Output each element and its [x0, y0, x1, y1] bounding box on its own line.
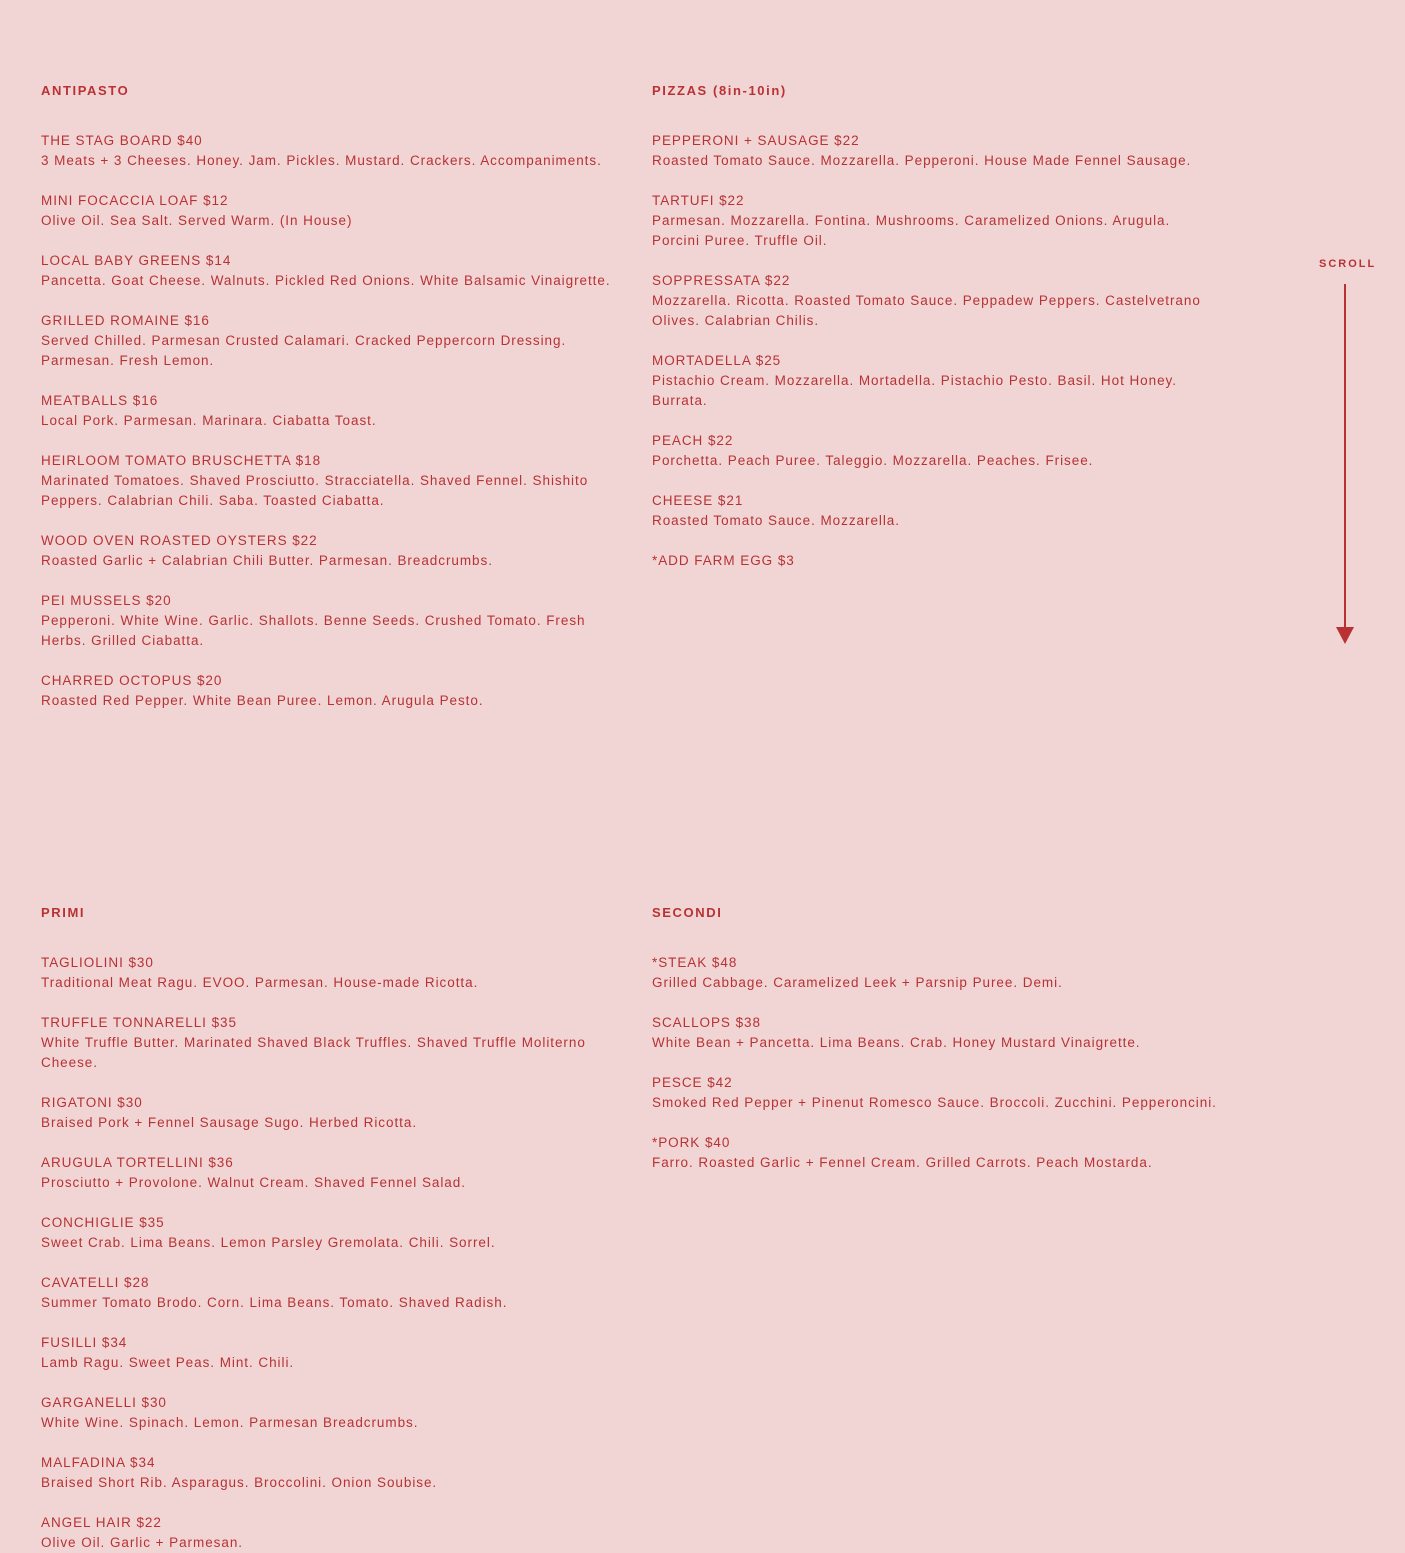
item-description: Parmesan. Mozzarella. Fontina. Mushrooms. Caramelized Onions. Arugula. Porcini Puree. Truffle Oil. — [652, 213, 1171, 248]
antipasto-section — [41, 81, 611, 731]
menu-item — [41, 591, 611, 651]
item-name: *STEAK $48 — [652, 955, 738, 970]
item-name: TRUFFLE TONNARELLI $35 — [41, 1015, 237, 1030]
item-name: WOOD OVEN ROASTED OYSTERS $22 — [41, 533, 318, 548]
item-name: THE STAG BOARD $40 — [41, 133, 203, 148]
item-name: GRILLED ROMAINE $16 — [41, 313, 210, 328]
menu-item — [652, 191, 1222, 251]
menu-item — [41, 391, 611, 431]
item-description: Smoked Red Pepper + Pinenut Romesco Sauce. Broccoli. Zucchini. Pepperoncini. — [652, 1095, 1217, 1110]
item-description: Marinated Tomatoes. Shaved Prosciutto. Stracciatella. Shaved Fennel. Shishito Peppers. Calabrian Chili. Saba. Toasted Ciabatta. — [41, 473, 589, 508]
item-description: Olive Oil. Sea Salt. Served Warm. (In House) — [41, 213, 353, 228]
item-name: TARTUFI $22 — [652, 193, 745, 208]
menu-item — [41, 1393, 611, 1433]
menu-item — [41, 1333, 611, 1373]
item-description: Braised Short Rib. Asparagus. Broccolini. Onion Soubise. — [41, 1475, 438, 1490]
item-name: MORTADELLA $25 — [652, 353, 782, 368]
item-name: *PORK $40 — [652, 1135, 731, 1150]
item-name: MINI FOCACCIA LOAF $12 — [41, 193, 229, 208]
item-name: PEACH $22 — [652, 433, 734, 448]
pizzas-section — [652, 81, 1222, 591]
item-name: PESCE $42 — [652, 1075, 733, 1090]
menu-item — [41, 953, 611, 993]
item-description: Sweet Crab. Lima Beans. Lemon Parsley Gremolata. Chili. Sorrel. — [41, 1235, 496, 1250]
menu-item — [41, 311, 611, 371]
item-description: Braised Pork + Fennel Sausage Sugo. Herbed Ricotta. — [41, 1115, 418, 1130]
item-name: RIGATONI $30 — [41, 1095, 143, 1110]
menu-item — [41, 1153, 611, 1193]
item-description: White Truffle Butter. Marinated Shaved Black Truffles. Shaved Truffle Moliterno Cheese. — [41, 1035, 586, 1070]
item-description: Olive Oil. Garlic + Parmesan. — [41, 1535, 243, 1550]
item-description: Farro. Roasted Garlic + Fennel Cream. Grilled Carrots. Peach Mostarda. — [652, 1155, 1153, 1170]
menu-item — [41, 671, 611, 711]
menu-item — [41, 1453, 611, 1493]
secondi-section — [652, 903, 1222, 1193]
menu-item — [41, 1273, 611, 1313]
item-name: HEIRLOOM TOMATO BRUSCHETTA $18 — [41, 453, 322, 468]
section-title: PIZZAS (8in-10in) — [652, 83, 787, 98]
menu-item — [652, 491, 1222, 531]
item-name: ARUGULA TORTELLINI $36 — [41, 1155, 234, 1170]
item-description: Local Pork. Parmesan. Marinara. Ciabatta Toast. — [41, 413, 377, 428]
item-description: Prosciutto + Provolone. Walnut Cream. Shaved Fennel Salad. — [41, 1175, 466, 1190]
section-title: PRIMI — [41, 905, 86, 920]
item-name: GARGANELLI $30 — [41, 1395, 167, 1410]
item-description: Pistachio Cream. Mozzarella. Mortadella. Pistachio Pesto. Basil. Hot Honey. Burrata. — [652, 373, 1177, 408]
section-title: SECONDI — [652, 905, 723, 920]
item-name: MEATBALLS $16 — [41, 393, 159, 408]
item-description: Served Chilled. Parmesan Crusted Calamari. Cracked Peppercorn Dressing. Parmesan. Fresh Lemon. — [41, 333, 567, 368]
menu-item — [652, 953, 1222, 993]
primi-section — [41, 903, 611, 1553]
menu-item — [41, 531, 611, 571]
item-description: Traditional Meat Ragu. EVOO. Parmesan. House-made Ricotta. — [41, 975, 479, 990]
item-name: MALFADINA $34 — [41, 1455, 156, 1470]
item-name: TAGLIOLINI $30 — [41, 955, 154, 970]
menu-item — [652, 431, 1222, 471]
item-description: Lamb Ragu. Sweet Peas. Mint. Chili. — [41, 1355, 295, 1370]
menu-item — [41, 451, 611, 511]
item-description: Porchetta. Peach Puree. Taleggio. Mozzarella. Peaches. Frisee. — [652, 453, 1094, 468]
menu-item — [41, 191, 611, 231]
item-name: PEI MUSSELS $20 — [41, 593, 172, 608]
item-name: SCALLOPS $38 — [652, 1015, 761, 1030]
item-name: FUSILLI $34 — [41, 1335, 128, 1350]
item-name: ANGEL HAIR $22 — [41, 1515, 162, 1530]
item-name: SOPPRESSATA $22 — [652, 273, 791, 288]
item-description: White Wine. Spinach. Lemon. Parmesan Breadcrumbs. — [41, 1415, 419, 1430]
menu-item — [652, 351, 1222, 411]
item-description: White Bean + Pancetta. Lima Beans. Crab. Honey Mustard Vinaigrette. — [652, 1035, 1141, 1050]
scroll-label[interactable]: SCROLL — [1319, 258, 1377, 270]
menu-item — [41, 1093, 611, 1133]
item-description: Roasted Tomato Sauce. Mozzarella. — [652, 513, 900, 528]
item-description: Roasted Garlic + Calabrian Chili Butter. Parmesan. Breadcrumbs. — [41, 553, 493, 568]
menu-item — [41, 1013, 611, 1073]
item-description: Roasted Tomato Sauce. Mozzarella. Pepperoni. House Made Fennel Sausage. — [652, 153, 1192, 168]
item-description: Mozzarella. Ricotta. Roasted Tomato Sauce. Peppadew Peppers. Castelvetrano Olives. Calabrian Chilis. — [652, 293, 1201, 328]
item-description: Summer Tomato Brodo. Corn. Lima Beans. Tomato. Shaved Radish. — [41, 1295, 508, 1310]
item-name: CHEESE $21 — [652, 493, 744, 508]
menu-item — [652, 1133, 1222, 1173]
menu-item — [652, 1073, 1222, 1113]
menu-item — [41, 251, 611, 291]
item-name: PEPPERONI + SAUSAGE $22 — [652, 133, 860, 148]
arrow-down-icon[interactable] — [1335, 284, 1355, 646]
section-title: ANTIPASTO — [41, 83, 130, 98]
item-description: Pepperoni. White Wine. Garlic. Shallots. Benne Seeds. Crushed Tomato. Fresh Herbs. Grilled Ciabatta. — [41, 613, 586, 648]
item-name: *ADD FARM EGG $3 — [652, 553, 795, 568]
item-name: CONCHIGLIE $35 — [41, 1215, 165, 1230]
menu-item — [652, 1013, 1222, 1053]
menu-item — [652, 271, 1222, 331]
item-name: LOCAL BABY GREENS $14 — [41, 253, 232, 268]
item-description: 3 Meats + 3 Cheeses. Honey. Jam. Pickles. Mustard. Crackers. Accompaniments. — [41, 153, 602, 168]
menu-item — [41, 1213, 611, 1253]
menu-item — [41, 131, 611, 171]
item-description: Pancetta. Goat Cheese. Walnuts. Pickled Red Onions. White Balsamic Vinaigrette. — [41, 273, 611, 288]
item-name: CAVATELLI $28 — [41, 1275, 150, 1290]
item-name: CHARRED OCTOPUS $20 — [41, 673, 223, 688]
item-description: Grilled Cabbage. Caramelized Leek + Parsnip Puree. Demi. — [652, 975, 1063, 990]
menu-item — [652, 131, 1222, 171]
menu-item — [41, 1513, 611, 1553]
menu-item — [652, 551, 1222, 571]
item-description: Roasted Red Pepper. White Bean Puree. Lemon. Arugula Pesto. — [41, 693, 484, 708]
